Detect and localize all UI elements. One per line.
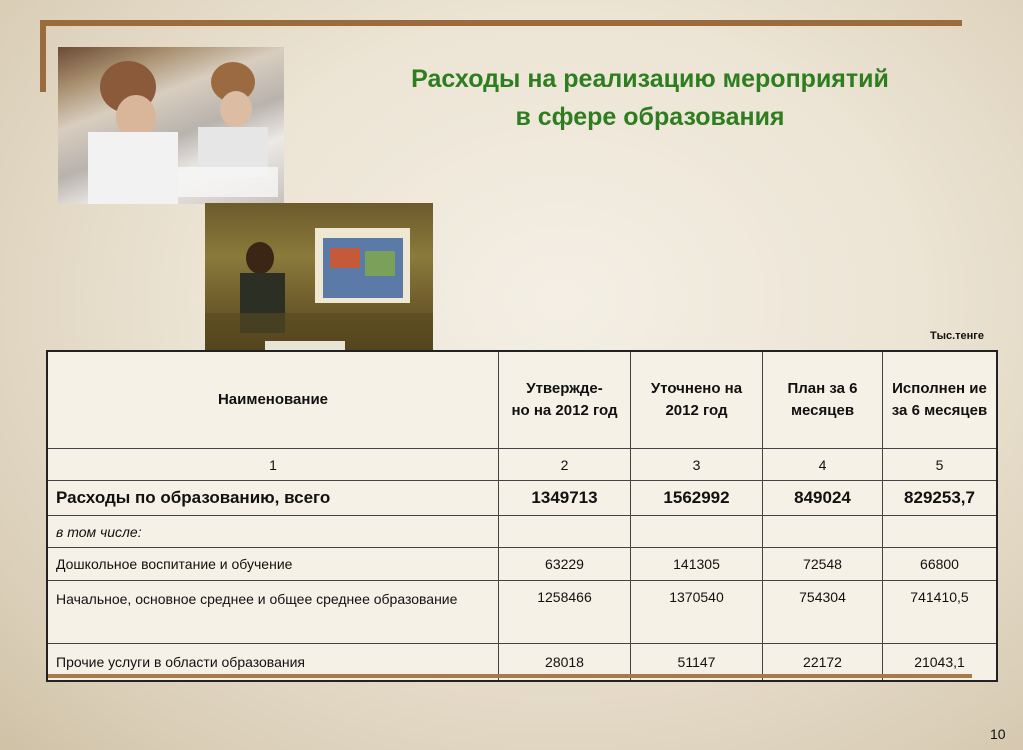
cell-value	[883, 516, 998, 548]
cell-value: 63229	[499, 548, 631, 581]
table-row-including	[47, 516, 997, 548]
cell-value: 754304	[763, 581, 883, 644]
header-name: Наименование	[47, 351, 499, 449]
header-plan: План за 6 месяцев	[763, 351, 883, 449]
table-row-total	[47, 481, 997, 516]
frame-left-border	[40, 20, 46, 92]
cell-value: 1370540	[631, 581, 763, 644]
row-name: Начальное, основное среднее и общее среднее образование	[47, 581, 499, 644]
cell-value: 72548	[763, 548, 883, 581]
row-name: Дошкольное воспитание и обучение	[47, 548, 499, 581]
cell-value: 21043,1	[883, 644, 998, 682]
expenses-table	[46, 350, 998, 682]
frame-bottom-border	[48, 674, 972, 678]
column-number: 5	[883, 449, 998, 481]
cell-value	[763, 516, 883, 548]
cell-value: 1349713	[499, 481, 631, 516]
title-line-1: Расходы на реализацию мероприятий	[411, 65, 889, 93]
table-row	[47, 548, 997, 581]
column-number: 2	[499, 449, 631, 481]
row-name: в том числе:	[47, 516, 499, 548]
table-row	[47, 581, 997, 644]
classroom-presentation-photo	[205, 203, 433, 355]
column-number-row	[47, 449, 997, 481]
column-number: 1	[47, 449, 499, 481]
column-number: 3	[631, 449, 763, 481]
cell-value: 1258466	[499, 581, 631, 644]
cell-value: 141305	[631, 548, 763, 581]
header-refined: Уточнено на 2012 год	[631, 351, 763, 449]
row-name: Прочие услуги в области образования	[47, 644, 499, 682]
cell-value: 1562992	[631, 481, 763, 516]
unit-label: Тыс.тенге	[930, 330, 984, 342]
row-name: Расходы по образованию, всего	[47, 481, 499, 516]
cell-value	[631, 516, 763, 548]
cell-value: 66800	[883, 548, 998, 581]
page-number: 10	[990, 726, 1006, 742]
cell-value: 849024	[763, 481, 883, 516]
students-writing-photo	[58, 47, 284, 204]
cell-value: 28018	[499, 644, 631, 682]
header-executed: Исполнен ие за 6 месяцев	[883, 351, 998, 449]
frame-top-border	[40, 20, 962, 26]
slide-title	[300, 60, 1000, 136]
cell-value: 51147	[631, 644, 763, 682]
cell-value	[499, 516, 631, 548]
cell-value: 741410,5	[883, 581, 998, 644]
title-line-2: в сфере образования	[515, 103, 785, 131]
cell-value: 22172	[763, 644, 883, 682]
table-header-row	[47, 351, 997, 449]
cell-value: 829253,7	[883, 481, 998, 516]
header-approved: Утвержде- но на 2012 год	[499, 351, 631, 449]
column-number: 4	[763, 449, 883, 481]
